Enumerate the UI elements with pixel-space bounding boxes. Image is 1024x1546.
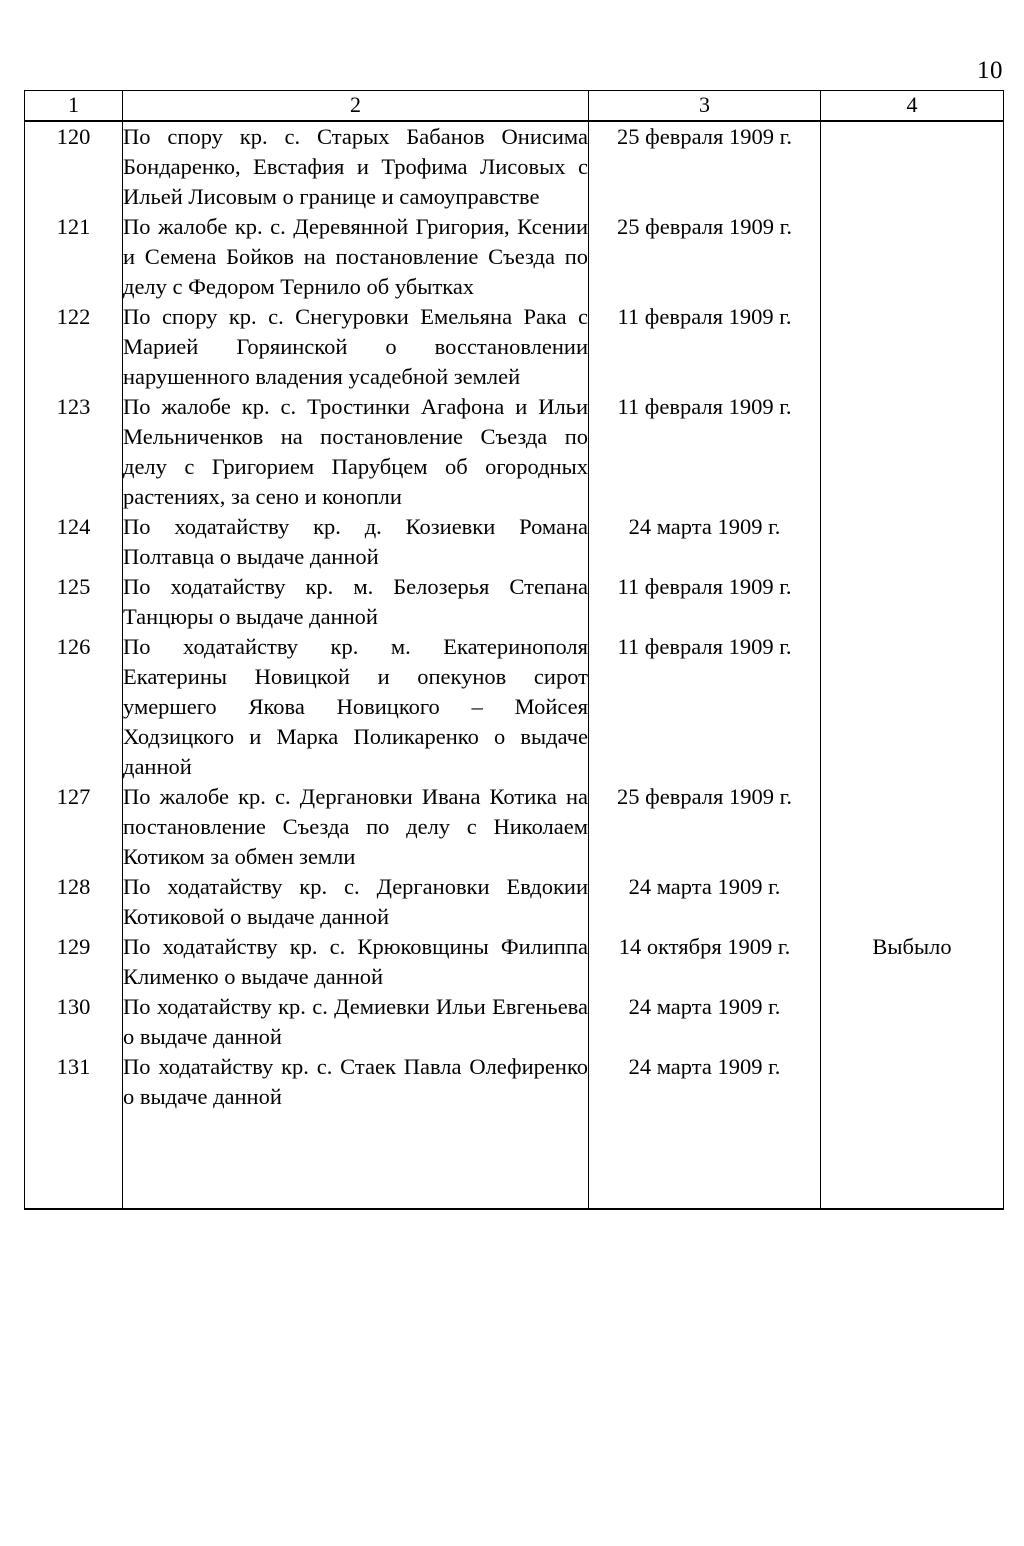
row-number: 124 bbox=[25, 512, 123, 572]
row-number: 122 bbox=[25, 302, 123, 392]
row-note bbox=[821, 1052, 1004, 1112]
row-date: 11 февраля 1909 г. bbox=[589, 632, 821, 782]
row-description: По ходатайству кр. с. Стаек Павла Олефиренко о выдаче данной bbox=[123, 1052, 589, 1112]
row-description: По ходатайству кр. м. Белозерья Степана Танцюры о выдаче данной bbox=[123, 572, 589, 632]
table-row bbox=[25, 782, 1004, 872]
table-row bbox=[25, 392, 1004, 512]
row-note bbox=[821, 212, 1004, 302]
row-note bbox=[821, 392, 1004, 512]
table-row bbox=[25, 512, 1004, 572]
column-header-2: 2 bbox=[123, 91, 589, 122]
trailing-cell-2 bbox=[123, 1112, 589, 1209]
row-number: 130 bbox=[25, 992, 123, 1052]
table-row bbox=[25, 872, 1004, 932]
table-row bbox=[25, 932, 1004, 992]
row-description: По спору кр. с. Старых Бабанов Онисима Бондаренко, Евстафия и Трофима Лисовых с Ильей Лисовым о границе и самоуправстве bbox=[123, 121, 589, 212]
table-row bbox=[25, 1052, 1004, 1112]
row-number: 123 bbox=[25, 392, 123, 512]
column-header-1: 1 bbox=[25, 91, 123, 122]
row-note bbox=[821, 572, 1004, 632]
row-description: По ходатайству кр. с. Дергановки Евдокии Котиковой о выдаче данной bbox=[123, 872, 589, 932]
row-note bbox=[821, 302, 1004, 392]
table-row bbox=[25, 992, 1004, 1052]
row-date: 11 февраля 1909 г. bbox=[589, 302, 821, 392]
row-note bbox=[821, 121, 1004, 212]
row-note bbox=[821, 632, 1004, 782]
row-description: По ходатайству кр. д. Козиевки Романа Полтавца о выдаче данной bbox=[123, 512, 589, 572]
trailing-cell-1 bbox=[25, 1112, 123, 1209]
row-note: Выбыло bbox=[821, 932, 1004, 992]
column-header-4: 4 bbox=[821, 91, 1004, 122]
row-number: 131 bbox=[25, 1052, 123, 1112]
row-date: 14 октября 1909 г. bbox=[589, 932, 821, 992]
page-number: 10 bbox=[977, 57, 1003, 84]
table-header-row bbox=[25, 91, 1004, 122]
row-description: По жалобе кр. с. Деревянной Григория, Ксении и Семена Бойков на постановление Съезда по делу с Федором Тернило об убытках bbox=[123, 212, 589, 302]
table-row bbox=[25, 632, 1004, 782]
row-note bbox=[821, 872, 1004, 932]
trailing-cell-4 bbox=[821, 1112, 1004, 1209]
row-number: 128 bbox=[25, 872, 123, 932]
row-number: 120 bbox=[25, 121, 123, 212]
row-description: По жалобе кр. с. Тростинки Агафона и Ильи Мельниченков на постановление Съезда по делу с Григорием Парубцем об огородных растениях, за сено и конопли bbox=[123, 392, 589, 512]
table-trailing-space-row bbox=[25, 1112, 1004, 1209]
row-number: 126 bbox=[25, 632, 123, 782]
row-date: 24 марта 1909 г. bbox=[589, 992, 821, 1052]
row-date: 24 марта 1909 г. bbox=[589, 1052, 821, 1112]
row-date: 24 марта 1909 г. bbox=[589, 512, 821, 572]
row-note bbox=[821, 992, 1004, 1052]
table-row bbox=[25, 121, 1004, 212]
row-note bbox=[821, 782, 1004, 872]
row-description: По спору кр. с. Снегуровки Емельяна Рака с Марией Горяинской о восстановлении нарушенного владения усадебной землей bbox=[123, 302, 589, 392]
row-number: 121 bbox=[25, 212, 123, 302]
row-date: 25 февраля 1909 г. bbox=[589, 782, 821, 872]
row-date: 24 марта 1909 г. bbox=[589, 872, 821, 932]
table-row bbox=[25, 302, 1004, 392]
row-date: 11 февраля 1909 г. bbox=[589, 392, 821, 512]
row-description: По ходатайству кр. с. Демиевки Ильи Евгеньева о выдаче данной bbox=[123, 992, 589, 1052]
table-body bbox=[25, 121, 1004, 1209]
row-number: 129 bbox=[25, 932, 123, 992]
table-row bbox=[25, 212, 1004, 302]
table-row bbox=[25, 572, 1004, 632]
row-note bbox=[821, 512, 1004, 572]
row-description: По ходатайству кр. м. Екатеринополя Екатерины Новицкой и опекунов сирот умершего Якова Новицкого – Мойсея Ходзицкого и Марка Поликаренко о выдаче данной bbox=[123, 632, 589, 782]
register-table bbox=[24, 90, 1004, 1210]
row-date: 25 февраля 1909 г. bbox=[589, 212, 821, 302]
row-date: 11 февраля 1909 г. bbox=[589, 572, 821, 632]
column-header-3: 3 bbox=[589, 91, 821, 122]
row-number: 127 bbox=[25, 782, 123, 872]
row-date: 25 февраля 1909 г. bbox=[589, 121, 821, 212]
row-description: По жалобе кр. с. Дергановки Ивана Котика на постановление Съезда по делу с Николаем Котиком за обмен земли bbox=[123, 782, 589, 872]
row-number: 125 bbox=[25, 572, 123, 632]
row-description: По ходатайству кр. с. Крюковщины Филиппа Клименко о выдаче данной bbox=[123, 932, 589, 992]
trailing-cell-3 bbox=[589, 1112, 821, 1209]
